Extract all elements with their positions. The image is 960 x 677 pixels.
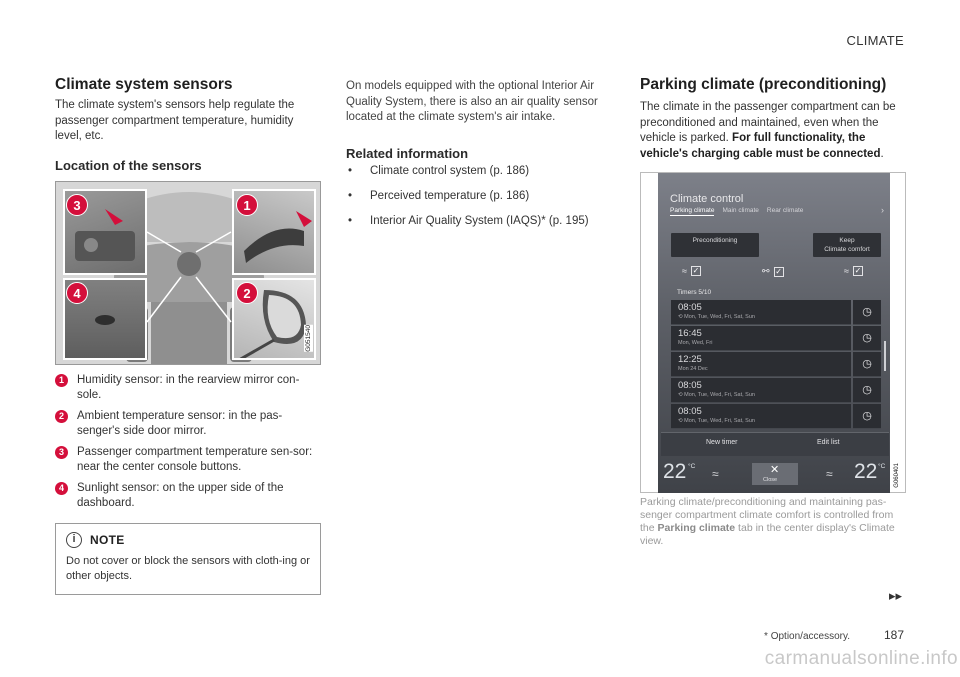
timer-time: 12:25 (678, 354, 702, 365)
timer-row[interactable] (671, 326, 851, 351)
figure-code: G051540 (305, 324, 312, 352)
option-footnote: * Option/accessory. (764, 631, 850, 642)
figure-code: G060401 (894, 463, 900, 488)
timer-row[interactable] (671, 404, 851, 429)
related-link[interactable]: • Interior Air Quality System (IAQS)* (p. 195) (346, 214, 612, 229)
legend-number: 2 (55, 410, 68, 423)
info-icon: i (66, 532, 82, 548)
heading-climate-sensors: Climate system sensors (55, 76, 233, 93)
timer-days: ⟲ Mon, Tue, Wed, Fri, Sat, Sun (678, 418, 755, 424)
timer-days: ⟲ Mon, Tue, Wed, Fri, Sat, Sun (678, 314, 755, 320)
continue-arrows-icon: ▸▸ (888, 588, 902, 603)
checkbox-checked[interactable]: ✓ (692, 266, 700, 275)
driver-temperature-unit: °C (688, 463, 696, 470)
paragraph-end: . (880, 147, 884, 160)
timer-row[interactable] (671, 352, 851, 377)
parking-climate-paragraph (640, 100, 906, 162)
legend-item (55, 481, 321, 511)
timer-clock-icon[interactable]: ◷ (853, 300, 881, 325)
driver-temperature[interactable]: 22 (663, 460, 687, 483)
passenger-temperature[interactable]: 22 (854, 460, 878, 483)
legend-item (55, 409, 321, 439)
note-title: NOTE (90, 532, 125, 547)
page-number: 187 (883, 628, 904, 642)
timer-days: Mon 24 Dec (678, 366, 708, 372)
seat-heat-toggle[interactable] (682, 266, 701, 276)
steering-heat-toggle[interactable] (762, 266, 784, 277)
legend-item (55, 373, 321, 403)
passenger-seat-heat-icon[interactable]: ≈ (826, 467, 833, 481)
passenger-temperature-unit: °C (878, 463, 886, 470)
paragraph-text: The climate in the passenger compartment can be preconditioned and maintained, even when the vehicle is parked. (640, 101, 896, 144)
climate-comfort-label: Climate comfort (824, 246, 870, 253)
rear-seat-heat-toggle[interactable] (844, 266, 863, 276)
timer-row[interactable] (671, 378, 851, 403)
legend-text: Passenger compartment temperature sen-sor: near the center console buttons. (77, 445, 313, 473)
tab-rear-climate[interactable]: Rear climate (766, 207, 804, 214)
column-parking-climate (640, 76, 906, 162)
tab-parking-climate[interactable]: Parking climate (670, 207, 715, 214)
legend-number: 1 (55, 374, 68, 387)
timer-days: ⟲ Mon, Tue, Wed, Fri, Sat, Sun (678, 392, 755, 398)
sensor-legend (55, 373, 321, 511)
caption-text-end: tab in the center display's Climate view. (640, 522, 895, 547)
timer-time: 08:05 (678, 380, 702, 391)
related-link[interactable]: • Climate control system (p. 186) (346, 164, 612, 179)
column-air-quality (346, 79, 612, 239)
steering-heat-icon: ⚯ (762, 266, 770, 276)
screen-title: Climate control (670, 193, 744, 205)
timer-clock-icon[interactable]: ◷ (853, 404, 881, 429)
seat-heat-icon: ≈ (682, 266, 687, 276)
legend-text: Sunlight sensor: on the upper side of the dashboard. (77, 481, 284, 509)
new-timer-button[interactable]: New timer (706, 439, 738, 446)
center-display (658, 173, 890, 493)
intro-paragraph: The climate system's sensors help regulate the passenger compartment temperature, humidity level, etc. (55, 99, 295, 142)
edit-list-button[interactable]: Edit list (817, 439, 840, 446)
watermark: carmanualsonline.info (764, 648, 958, 669)
keep-label: Keep (839, 237, 855, 244)
sensor-location-figure (55, 181, 321, 365)
timer-clock-icon[interactable]: ◷ (853, 378, 881, 403)
heading-location: Location of the sensors (55, 157, 202, 173)
note-header (66, 532, 310, 548)
timer-time: 08:05 (678, 406, 702, 417)
note-text: Do not cover or block the sensors with cloth-ing or other objects. (66, 554, 310, 582)
badge-1: 1 (236, 194, 258, 216)
caption-text: Parking climate/preconditioning and maintaining pas-senger compartment climate comfort is controlled from the (640, 496, 894, 534)
caption-bold: Parking climate (657, 522, 736, 534)
close-label: Close (763, 477, 778, 483)
timer-days: Mon, Wed, Fri (678, 340, 713, 346)
timer-clock-icon[interactable]: ◷ (853, 352, 881, 377)
legend-text: Humidity sensor: in the rearview mirror con-sole. (77, 373, 300, 401)
rear-seat-heat-icon: ≈ (844, 266, 849, 276)
badge-2: 2 (236, 282, 258, 304)
timer-action-bar (661, 432, 889, 456)
scrollbar[interactable] (884, 341, 886, 371)
badge-4: 4 (66, 282, 88, 304)
timer-time: 16:45 (678, 328, 702, 339)
timer-clock-icon[interactable]: ◷ (853, 326, 881, 351)
timer-time: 08:05 (678, 302, 702, 313)
chevron-right-icon[interactable]: › (881, 205, 884, 215)
checkbox-checked[interactable]: ✓ (854, 266, 862, 275)
note-box (55, 523, 321, 595)
driver-seat-heat-icon[interactable]: ≈ (712, 467, 719, 481)
checkbox-checked[interactable]: ✓ (775, 266, 782, 276)
screen-tabs (670, 207, 803, 216)
legend-number: 4 (55, 482, 68, 495)
heading-related-information: Related information (346, 145, 469, 161)
timer-row[interactable] (671, 300, 851, 325)
section-header: CLIMATE (846, 33, 904, 48)
timers-count: Timers 5/10 (677, 289, 712, 296)
paragraph-bold-text: For full functionality, the vehicle's charging cable must be connected (640, 132, 881, 160)
column-sensors (55, 76, 321, 595)
climate-display-figure (640, 172, 906, 493)
badge-3: 3 (66, 194, 88, 216)
close-icon[interactable]: ✕ (770, 464, 780, 476)
heading-parking-climate: Parking climate (preconditioning) (640, 76, 887, 93)
preconditioning-button[interactable]: Preconditioning (671, 233, 759, 257)
related-link[interactable]: • Perceived temperature (p. 186) (346, 189, 612, 204)
legend-number: 3 (55, 446, 68, 459)
tab-main-climate[interactable]: Main climate (722, 207, 759, 214)
legend-text: Ambient temperature sensor: in the pas-senger's side door mirror. (77, 409, 283, 437)
figure-caption (640, 496, 902, 548)
keep-climate-comfort-button[interactable] (813, 233, 881, 257)
legend-item (55, 445, 321, 475)
air-quality-paragraph: On models equipped with the optional Interior Air Quality System, there is also an air quality sensor located at the climate system's air intake. (346, 80, 598, 123)
